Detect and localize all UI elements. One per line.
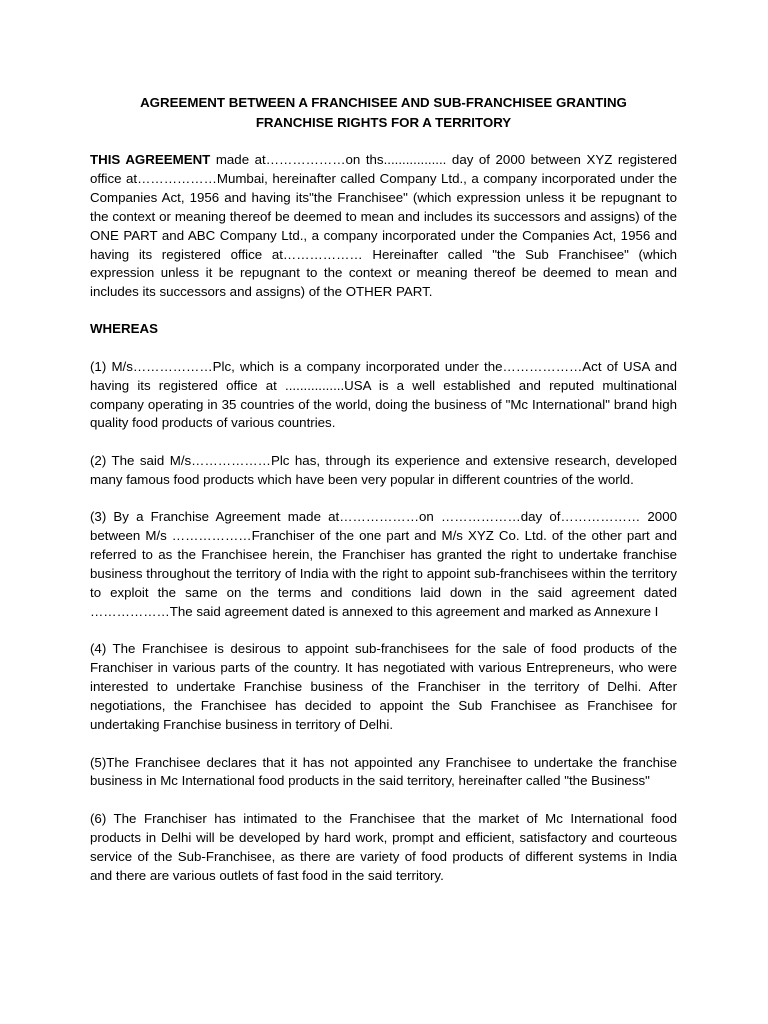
clause-6: (6) The Franchiser has intimated to the Franchisee that the market of Mc International food products in Delhi will be developed by hard work, prompt and efficient, satisfactory and courteous service of the Sub-Franchisee, as there are variety of food products of different systems in India and there are various outlets of fast food in the said territory. [90,810,677,883]
document-title [90,93,677,133]
document-page [90,93,677,886]
clause-4: (4) The Franchisee is desirous to appoint sub-franchisees for the sale of food products of the Franchiser in various parts of the country. It has negotiated with various Entrepreneurs, who were interested to undertake Franchise business of the Franchiser in the territory of Delhi. After negotiations, the Franchisee has decided to appoint the Sub Franchisee as Franchisee for undertaking Franchise business in territory of Delhi. [90,641,677,733]
intro-paragraph [90,151,677,302]
title-line-1: AGREEMENT BETWEEN A FRANCHISEE AND SUB-FRANCHISEE GRANTING [140,95,627,110]
intro-text: made at………………on ths................. day of 2000 between XYZ registered office at………………Mumbai, hereinafter called Company Ltd., a company incorporated under the Companies Act, 1956 and having its"the Franchisee" (which expression unless it be repugnant to the context or meaning thereof be deemed to mean and includes its successors and assigns) of the ONE PART and ABC Company Ltd., a company incorporated under the Companies Act, 1956 and having its registered office at……………… Hereinafter called "the Sub Franchisee" (which expression unless it be repugnant to the context or meaning thereof be deemed to mean and includes its successors and assigns) of the OTHER PART. [90,152,677,300]
clause-2: (2) The said M/s………………Plc has, through its experience and extensive research, developed many famous food products which have been very popular in different countries of the world. [90,452,677,487]
whereas-heading: WHEREAS [90,321,158,337]
title-line-2: FRANCHISE RIGHTS FOR A TERRITORY [255,115,512,130]
clause-5: (5)The Franchisee declares that it has not appointed any Franchisee to undertake the franchise business in Mc International food products in the said territory, hereinafter called "the Business" [90,754,677,789]
intro-lead: THIS AGREEMENT [90,152,211,167]
clause-3: (3) By a Franchise Agreement made at………………on ………………day of……………… 2000 between M/s ………………Franchiser of the one part and M/s XYZ Co. Ltd. of the other part and referred to as the Franchisee herein, the Franchiser has granted the right to undertake franchise business throughout the territory of India with the right to appoint sub-franchisees within the territory to exploit the same on the terms and conditions laid down in the said agreement dated ………………The said agreement dated is annexed to this agreement and marked as Annexure I [90,509,677,619]
clause-1: (1) M/s………………Plc, which is a company incorporated under the………………Act of USA and having its registered office at ................USA is a well established and reputed multinational company operating in 35 countries of the world, doing the business of "Mc International" brand high quality food products of various countries. [90,358,677,431]
